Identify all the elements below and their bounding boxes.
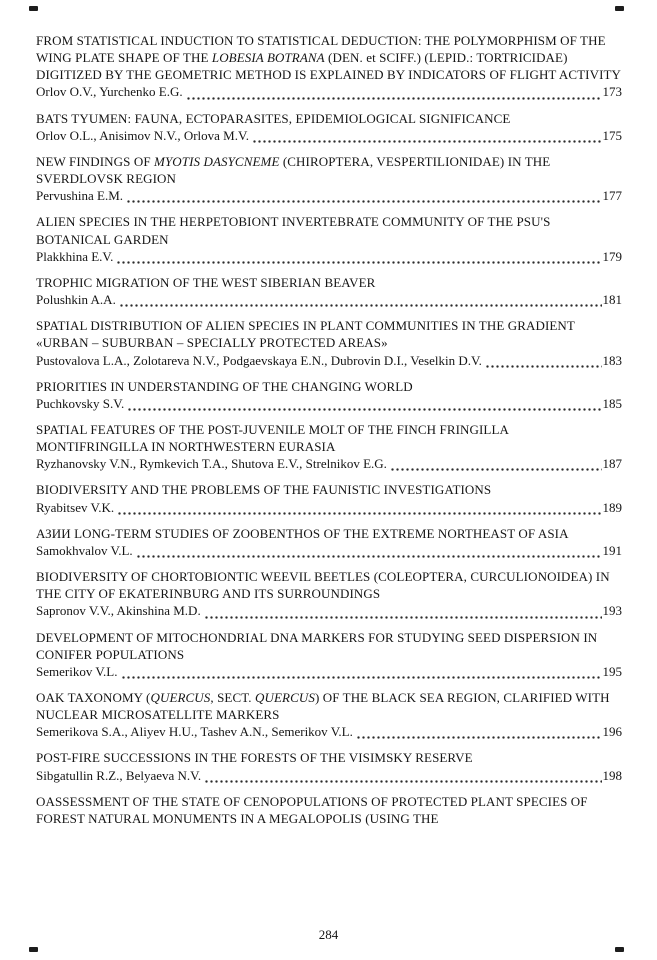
dotted-leader bbox=[136, 547, 602, 558]
scan-artifact-top-right bbox=[615, 6, 624, 11]
entry-title bbox=[36, 153, 622, 187]
dotted-leader bbox=[390, 460, 602, 471]
entry-author-row bbox=[36, 455, 622, 472]
entry-page: 198 bbox=[602, 767, 622, 783]
entry-page: 179 bbox=[602, 248, 622, 264]
toc-entry bbox=[36, 525, 622, 559]
entry-title bbox=[36, 421, 622, 455]
dotted-leader bbox=[356, 728, 602, 739]
entry-author-row bbox=[36, 352, 622, 369]
entry-authors: Sibgatullin R.Z., Belyaeva N.V. bbox=[36, 767, 202, 783]
entry-title bbox=[36, 793, 622, 827]
entry-author-row bbox=[36, 499, 622, 516]
entry-authors: Ryabitsev V.K. bbox=[36, 499, 115, 515]
dotted-leader bbox=[121, 668, 602, 679]
dotted-leader bbox=[116, 253, 601, 264]
entry-authors: Polushkin A.A. bbox=[36, 292, 116, 308]
dotted-leader bbox=[186, 89, 602, 100]
title-segment: АЗИИ LONG-TERM STUDIES OF ZOOBENTHOS OF THE EXTREME NORTHEAST OF ASIA bbox=[36, 525, 569, 541]
entry-author-row bbox=[36, 187, 622, 204]
entry-page: 183 bbox=[602, 352, 622, 368]
toc-entry bbox=[36, 32, 622, 101]
title-segment-italic: QUERCUS bbox=[255, 690, 315, 705]
toc-entry bbox=[36, 110, 622, 144]
toc-entry bbox=[36, 793, 622, 827]
dotted-leader bbox=[204, 772, 601, 783]
entry-title bbox=[36, 525, 622, 542]
title-segment: SPATIAL FEATURES OF THE POST-JUVENILE MOLT OF THE FINCH FRINGILLA MONTIFRINGILLA IN NORTHWESTERN EURASIA bbox=[36, 421, 509, 455]
entry-page: 175 bbox=[602, 127, 622, 143]
title-segment: BATS TYUMEN: FAUNA, ECTOPARASITES, EPIDEMIOLOGICAL SIGNIFICANCE bbox=[36, 110, 511, 126]
dotted-leader bbox=[204, 608, 602, 619]
scan-artifact-top-left bbox=[29, 6, 38, 11]
page-number: 284 bbox=[318, 926, 339, 942]
title-segment: OASSESSMENT OF THE STATE OF CENOPOPULATIONS OF PROTECTED PLANT SPECIES OF FOREST NATURAL MONUMENTS IN A MEGALOPOLIS (USING THE bbox=[36, 793, 588, 826]
entry-title bbox=[36, 568, 622, 602]
title-segment: PRIORITIES IN UNDERSTANDING OF THE CHANGING WORLD bbox=[36, 378, 413, 394]
dotted-leader bbox=[119, 296, 602, 307]
scan-artifact-bottom-right bbox=[615, 947, 624, 952]
title-segment: NEW FINDINGS OF bbox=[36, 153, 155, 169]
toc-entry bbox=[36, 568, 622, 619]
toc-entry bbox=[36, 421, 622, 472]
entry-authors: Pustovalova L.A., Zolotareva N.V., Podgaevskaya E.N., Dubrovin D.I., Veselkin D.V. bbox=[36, 352, 482, 368]
entry-page: 191 bbox=[602, 542, 622, 558]
entry-page: 177 bbox=[602, 188, 622, 204]
toc-entry bbox=[36, 481, 622, 515]
title-segment: DEVELOPMENT OF MITOCHONDRIAL DNA MARKERS FOR STUDYING SEED DISPERSION IN CONIFER POPULATIONS bbox=[36, 629, 598, 662]
entry-author-row bbox=[36, 291, 622, 308]
title-segment: , SECT. bbox=[210, 690, 256, 705]
title-segment: (CHIROPTERA, VESPERTILIONIDAE) IN THE SVERDLOVSK REGION bbox=[36, 153, 551, 187]
entry-author-row bbox=[36, 248, 622, 265]
entry-authors: Ryzhanovsky V.N., Rymkevich T.A., Shutova E.V., Strelnikov E.G. bbox=[36, 456, 387, 472]
entry-author-row bbox=[36, 767, 622, 784]
dotted-leader bbox=[126, 192, 601, 203]
toc-entry bbox=[36, 213, 622, 264]
entry-authors: Samokhvalov V.L. bbox=[36, 542, 133, 558]
title-segment: BIODIVERSITY OF CHORTOBIONTIC WEEVIL BEETLES (COLEOPTERA, CURCULIONOIDEA) IN THE CITY OF EKATERINBURG AND ITS SURROUNDINGS bbox=[36, 569, 610, 602]
title-segment: FROM STATISTICAL INDUCTION TO STATISTICAL DEDUCTION: THE POLYMORPHISM OF THE WING PLATE SHAPE OF THE bbox=[36, 33, 606, 66]
entry-title bbox=[36, 378, 622, 395]
entry-author-row bbox=[36, 602, 622, 619]
toc-entry bbox=[36, 274, 622, 308]
entry-author-row bbox=[36, 127, 622, 144]
entry-title bbox=[36, 689, 622, 723]
title-segment-italic: QUERCUS bbox=[150, 690, 211, 705]
entry-title bbox=[36, 32, 622, 83]
entry-authors: Sapronov V.V., Akinshina M.D. bbox=[36, 603, 201, 619]
title-segment: ) OF THE BLACK SEA REGION, CLARIFIED WITH NUCLEAR MICROSATELLITE MARKERS bbox=[36, 690, 610, 723]
entry-authors: Plakkhina E.V. bbox=[36, 248, 114, 264]
entry-author-row bbox=[36, 395, 622, 412]
entry-author-row bbox=[36, 723, 622, 740]
entry-page: 185 bbox=[602, 395, 622, 411]
title-segment: TROPHIC MIGRATION OF THE WEST SIBERIAN BEAVER bbox=[36, 274, 376, 290]
entry-authors: Pervushina E.M. bbox=[36, 188, 124, 204]
entry-authors: Puchkovsky S.V. bbox=[36, 395, 125, 411]
entry-page: 195 bbox=[602, 663, 622, 679]
entry-title bbox=[36, 629, 622, 663]
entry-author-row bbox=[36, 83, 622, 100]
dotted-leader bbox=[127, 400, 601, 411]
title-segment: BIODIVERSITY AND THE PROBLEMS OF THE FAUNISTIC INVESTIGATIONS bbox=[36, 482, 492, 498]
entry-author-row bbox=[36, 542, 622, 559]
entry-authors: Semerikov V.L. bbox=[36, 663, 118, 679]
entry-title bbox=[36, 213, 622, 247]
dotted-leader bbox=[485, 357, 602, 368]
entry-title bbox=[36, 749, 622, 766]
toc-entry bbox=[36, 689, 622, 740]
entry-author-row bbox=[36, 663, 622, 680]
toc-entry bbox=[36, 749, 622, 783]
scan-artifact-bottom-left bbox=[29, 947, 38, 952]
toc-entry bbox=[36, 153, 622, 204]
title-segment: OAK TAXONOMY ( bbox=[36, 690, 151, 705]
entry-page: 196 bbox=[602, 724, 622, 740]
entry-page: 181 bbox=[602, 292, 622, 308]
toc-entry bbox=[36, 317, 622, 368]
entry-title bbox=[36, 110, 622, 127]
toc-entry bbox=[36, 629, 622, 680]
toc-entry bbox=[36, 378, 622, 412]
dotted-leader bbox=[117, 504, 601, 515]
entry-title bbox=[36, 317, 622, 351]
title-segment: ALIEN SPECIES IN THE HERPETOBIONT INVERTEBRATE COMMUNITY OF THE PSU'S BOTANICAL GARDEN bbox=[36, 214, 551, 247]
toc-list bbox=[36, 32, 622, 827]
entry-authors: Orlov O.L., Anisimov N.V., Orlova M.V. bbox=[36, 127, 249, 143]
entry-authors: Orlov O.V., Yurchenko E.G. bbox=[36, 84, 183, 100]
entry-page: 189 bbox=[602, 499, 622, 515]
title-segment: SPATIAL DISTRIBUTION OF ALIEN SPECIES IN PLANT COMMUNITIES IN THE GRADIENT «URBAN – SUBURBAN – SPECIALLY PROTECTED AREAS» bbox=[36, 318, 575, 351]
title-segment-italic: MYOTIS DASYCNEME bbox=[154, 153, 280, 169]
dotted-leader bbox=[252, 132, 602, 143]
entry-page: 187 bbox=[602, 456, 622, 472]
title-segment: POST-FIRE SUCCESSIONS IN THE FORESTS OF THE VISIMSKY RESERVE bbox=[36, 750, 473, 766]
entry-page: 193 bbox=[602, 603, 622, 619]
entry-authors: Semerikova S.A., Aliyev H.U., Tashev A.N., Semerikov V.L. bbox=[36, 724, 353, 740]
entry-title bbox=[36, 274, 622, 291]
entry-page: 173 bbox=[602, 84, 622, 100]
entry-title bbox=[36, 481, 622, 498]
title-segment: (DEN. et SCIFF.) (LEPID.: TORTRICIDAE) DIGITIZED BY THE GEOMETRIC METHOD IS EXPLAINED BY INDICATORS OF FLIGHT ACTIVITY bbox=[36, 50, 622, 83]
title-segment-italic: LOBESIA BOTRANA bbox=[211, 50, 325, 66]
